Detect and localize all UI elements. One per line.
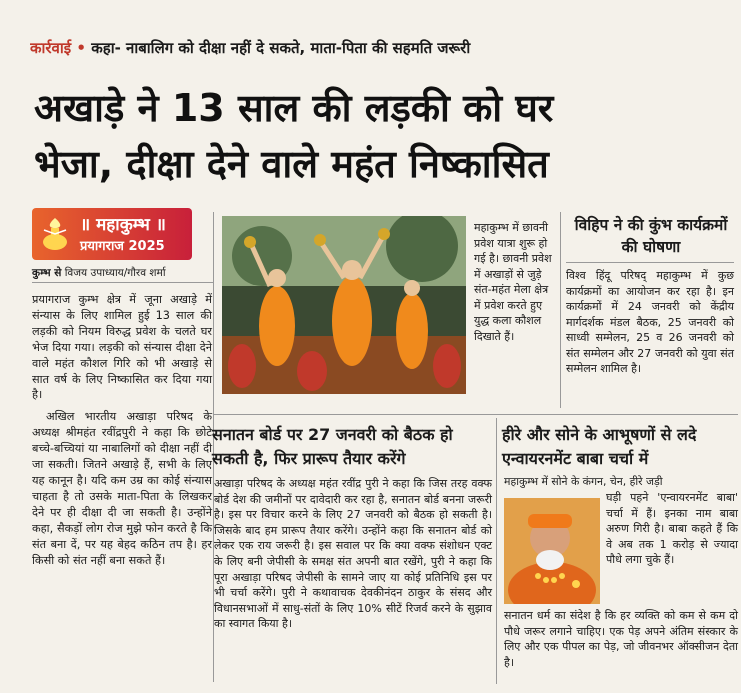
byline-rule (32, 282, 214, 283)
column-divider-2 (560, 212, 561, 408)
photo-caption: महाकुम्भ में छावनी प्रवेश यात्रा शुरू हो गई है। छावनी प्रवेश में अखाड़ों से जुड़े संत-महंत मेला क्षेत्र में प्रवेश करते हुए युद्ध कला कौशल दिखाते हैं। (474, 221, 552, 343)
byline (32, 266, 217, 280)
lead-paragraph-1: प्रयागराज कुम्भ क्षेत्र में जूना अखाड़े में संन्यास के लिए शामिल हुई 13 साल की लड़की को नियम विरुद्ध प्रवेश के चलते घर भेज दिया गया। लड़की को संन्यास दीक्षा देने वाले महंत कौशल गिरि को भी अखाड़े से सात वर्ष के लिए निष्कासित कर दिया गया है। (32, 293, 212, 402)
baba-intro: महाकुम्भ में सोने के कंगन, चेन, हीरे जड़ी (504, 475, 663, 488)
kicker-line (30, 38, 720, 64)
baba-headline: हीरे और सोने के आभूषणों से लदे एन्वायरनमेंट बाबा चर्चा में (502, 425, 697, 468)
vhp-rule (566, 262, 734, 263)
byline-prefix: कुम्भ से (32, 267, 62, 279)
procession-photo (222, 216, 466, 394)
mahakumbh-badge (32, 208, 192, 260)
kicker-tag: कार्रवाई (30, 39, 72, 57)
vhp-body: विश्व हिंदू परिषद् महाकुम्भ में कुछ कार्यक्रमों का आयोजन कर रहा है। इन कार्यक्रमों में 24 जनवरी को केंद्रीय मार्गदर्शक मंडल बैठक, 25 जनवरी को साध्वी सम्मेलन, 25 व 26 जनवरी को संत सम्मेलन और 27 जनवरी को युवा संत सम्मेलन शामिल है। (566, 269, 734, 375)
board-headline: सनातन बोर्ड पर 27 जनवरी को बैठक हो सकती है, फिर प्रारूप तैयार करेंगे (212, 425, 453, 468)
baba-photo (504, 498, 600, 604)
kicker-bullet: • (76, 39, 86, 57)
column-divider-3 (496, 418, 497, 684)
baba-illustration (504, 498, 600, 604)
vhp-headline: विहिप ने की कुंभ कार्यक्रमों की घोषणा (574, 216, 728, 256)
headline-line-2: भेजा, दीक्षा देने वाले महंत निष्कासित (34, 142, 549, 186)
lead-story (32, 292, 212, 568)
kalash-icon (38, 216, 72, 252)
baba-beside-photo: घड़ी पहने 'एन्वायरनमेंट बाबा' चर्चा में हैं। इनका नाम बाबा अरुण गिरी है। बाबा कहते हैं कि वे अब तक 1 करोड़ से ज्यादा पौधे लगा चुके हैं। (606, 491, 738, 566)
badge-subtitle: प्रयागराज 2025 (80, 239, 165, 254)
board-body: अखाड़ा परिषद के अध्यक्ष महंत रवींद्र पुरी ने कहा कि जिस तरह वक्फ बोर्ड देश की जमीनों पर दावेदारी कर रहा है, सनातन बोर्ड बनना जरूरी है। इस पर विचार करने के लिए 27 जनवरी को बैठक हो सकती है। जिसके बाद हम प्रारूप तैयार करेंगे। उन्होंने कहा कि सनातन बोर्ड को लेकर एक राय जरूरी है। इस सवाल पर कि क्या वक्फ संशोधन एक्ट के लिए बनी जेपीसी के समक्ष संत अपनी बात रखेंगे, पुरी ने कहा कि पूरा अखाड़ा परिषद जेपीसी के सामने जाए या कोई प्रतिनिधि इस पर भी चर्चा करेंगे। पुरी ने कथावाचक देवकीनंदन ठाकुर के संसद और विधानसभाओं में साधु-संतों के लिए 10% सीटें रिजर्व करने के सुझाव का स्वागत किया है। (214, 477, 492, 631)
main-headline (34, 80, 724, 192)
badge-title: ॥ महाकुम्भ ॥ (80, 215, 166, 235)
headline-line-1: अखाड़े ने 13 साल की लड़की को घर (34, 86, 554, 130)
byline-names: विजय उपाध्याय/गौरव शर्मा (64, 267, 166, 279)
procession-illustration (222, 216, 466, 394)
section-separator (214, 414, 738, 415)
lead-paragraph-2: अखिल भारतीय अखाड़ा परिषद के अध्यक्ष श्रीमहंत रवींद्रपुरी ने कहा कि छोटे बच्चे-बच्चियां या नाबालिगों को दीक्षा नहीं दी जा सकती। जितने अखाड़े हैं, सभी के लिए यह कानून है। यदि कम उम्र का कोई संन्यास चाहता है तो उसके माता-पिता के लिखकर देने पर ही दीक्षा दी जा सकती है। उन्होंने कहा, सैकड़ों लोग रोज मुझे फोन करते है कि संत बना दें, पर यह बेहद कठिन तप है। हर किसी को संत नहीं बना सकते हैं। (32, 410, 212, 567)
baba-body: सनातन धर्म का संदेश है कि हर व्यक्ति को कम से कम दो पौधे जरूर लगाने चाहिए। एक पेड़ अपने अंतिम संस्कार के लिए और एक पीपल का पेड़, जो जीवनभर ऑक्सीजन देता है। (504, 609, 738, 669)
kicker-text: कहा- नाबालिग को दीक्षा नहीं दे सकते, माता-पिता की सहमति जरूरी (91, 39, 471, 57)
